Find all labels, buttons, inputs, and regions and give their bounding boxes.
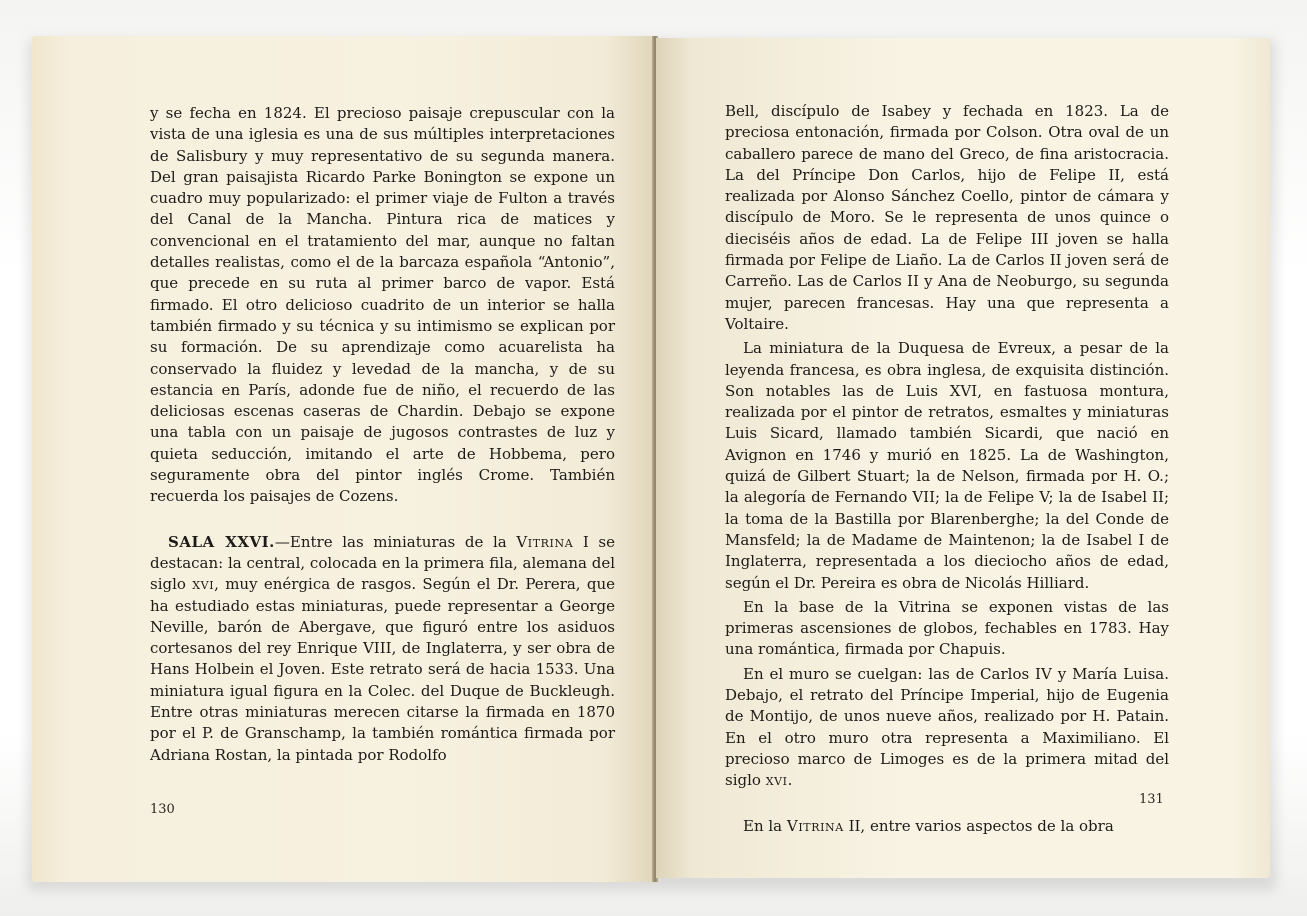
right-paragraph-5-text-a: En la (743, 816, 787, 835)
right-paragraph-4 (725, 664, 1169, 792)
right-paragraph-5-text-b: II, entre varios aspectos de la obra (843, 816, 1114, 835)
sala-text-c: , muy enérgica de rasgos. Según el Dr. Perera, que ha estudiado estas miniaturas, puede representar a George Neville, barón de Abergave, que figuró entre los asiduos cortesanos del rey Enrique VIII, de Inglaterra, y ser obra de Hans Holbein el Joven. Este retrato será de hacia 1533. Una miniatura igual figura en la Colec. del Duque de Buckleugh. Entre otras miniaturas merecen citarse la firmada en 1870 por el P. de Granschamp, la también romántica firmada por Adriana Rostan, la pintada por Rodolfo (150, 575, 615, 764)
sala-text-a: —Entre las miniaturas de la (274, 532, 517, 551)
right-paragraph-1: Bell, discípulo de Isabey y fechada en 1823. La de preciosa entonación, firmada por Colson. Otra oval de un caballero parece de mano del Greco, de fina aristocracia. La del Príncipe Don Carlos, hijo de Felipe II, está realizada por Alonso Sánchez Coello, pintor de cámara y discípulo de Moro. Se le representa de unos quince o dieciséis años de edad. La de Felipe III joven se halla firmada por Felipe de Liaño. La de Carlos II joven será de Carreño. Las de Carlos II y Ana de Neoburgo, su segunda mujer, parecen francesas. Hay una que representa a Voltaire. (725, 102, 1169, 333)
right-paragraph-3: En la base de la Vitrina se exponen vistas de las primeras ascensiones de globos, fechables en 1783. Hay una romántica, firmada por Chapuis. (725, 597, 1169, 659)
right-page-text (725, 101, 1169, 837)
vitrina-word-right: Vitrina (786, 816, 844, 835)
page-number-left: 130 (150, 802, 175, 817)
right-page (656, 38, 1270, 878)
right-paragraph-2: La miniatura de la Duquesa de Evreux, a pesar de la leyenda francesa, es obra inglesa, de exquisita distinción. Son notables las de Luis XVI, en fastuosa montura, realizada por el pintor de retratos, esmaltes y miniaturas Luis Sicard, llamado también Sicardi, que nació en Avignon en 1746 y murió en 1825. La de Washington, quizá de Gilbert Stuart; la de Nelson, firmada por H. O.; la alegoría de Fernando VII; la de Felipe V; la de Isabel II; la toma de la Bastilla por Blarenberghe; la del Conde de Mansfeld; la de Madame de Maintenon; la de Isabel I de Inglaterra, representada a los dieciocho años de edad, según el Dr. Pereira es obra de Nicolás Hilliard. (725, 339, 1169, 592)
left-page (32, 36, 654, 882)
right-paragraph-4-text-a: En el muro se cuelgan: las de Carlos IV y María Luisa. Debajo, el retrato del Príncipe Imperial, hijo de Eugenia de Montijo, de unos nueve años, realizado por H. Patain. En el otro muro otra representa a Maximiliano. El precioso marco de Limoges es de la primera mitad del siglo (725, 664, 1169, 790)
right-paragraph-4-text-b: . (787, 771, 793, 790)
left-page-text (150, 103, 615, 766)
sala-paragraph (150, 532, 615, 766)
sala-text-b: I se destacan: la central, colocada en la primera fila, alemana del siglo (150, 532, 616, 594)
vitrina-word: Vitrina (516, 532, 574, 551)
century-numeral-right: xvi (765, 771, 788, 790)
sala-heading: SALA XXVI. (168, 532, 275, 551)
left-paragraph-1: y se fecha en 1824. El precioso paisaje crepuscular con la vista de una iglesia es una de sus múltiples interpretaciones de Salisbury y muy representativo de su segunda manera. Del gran paisajista Ricardo Parke Bonington se expone un cuadro muy popularizado: el primer viaje de Fulton a través del Canal de la Mancha. Pintura rica de matices y convencional en el tratamiento del mar, aunque no faltan detalles realistas, como el de la barcaza española “Antonio”, que precede en su ruta al primer barco de vapor. Está firmado. El otro delicioso cuadrito de un interior se halla también firmado y su técnica y su intimismo se explican por su formación. De su aprendizaje como acuarelista ha conservado la fluidez y levedad de la mancha, y de su estancia en París, adonde fue de niño, el recuerdo de las deliciosas escenas caseras de Chardin. Debajo se expone una tabla con un paisaje de jugosos contrastes de luz y quieta seducción, imitando el arte de Hobbema, pero seguramente obra del pintor inglés Crome. También recuerda los paisajes de Cozens. (150, 104, 615, 506)
right-paragraph-5 (725, 816, 1169, 837)
page-number-right: 131 (1139, 792, 1164, 807)
century-numeral: xvi (192, 575, 215, 594)
